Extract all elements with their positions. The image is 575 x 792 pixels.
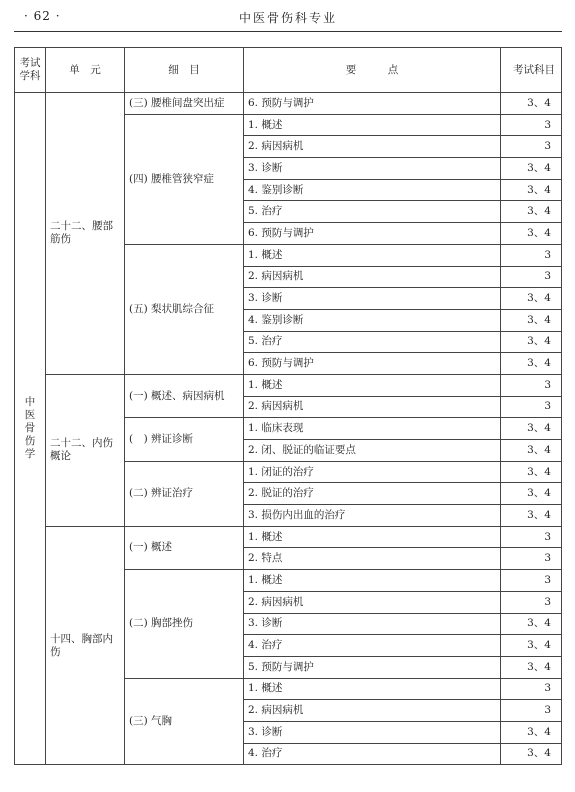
header-divider bbox=[14, 31, 562, 32]
detail-cell bbox=[125, 678, 244, 765]
page-title: 中医骨伤科专业 bbox=[238, 11, 337, 25]
level-cell: 3 bbox=[501, 244, 562, 266]
level-cell: 3 bbox=[501, 266, 562, 288]
level-cell: 3 bbox=[501, 570, 562, 592]
level-cell: 3 bbox=[501, 396, 562, 418]
point-cell: 1. 概述 bbox=[244, 374, 501, 396]
table-row bbox=[15, 93, 562, 115]
point-cell: 2. 病因病机 bbox=[244, 591, 501, 613]
level-cell: 3、4 bbox=[501, 288, 562, 310]
point-cell: 2. 病因病机 bbox=[244, 396, 501, 418]
point-cell: 4. 治疗 bbox=[244, 743, 501, 765]
point-cell: 3. 诊断 bbox=[244, 288, 501, 310]
level-cell: 3、4 bbox=[501, 483, 562, 505]
point-cell: 3. 损伤内出血的治疗 bbox=[244, 505, 501, 527]
unit-cell bbox=[46, 93, 125, 375]
level-cell: 3 bbox=[501, 591, 562, 613]
point-cell: 1. 概述 bbox=[244, 244, 501, 266]
point-cell: 1. 概述 bbox=[244, 526, 501, 548]
level-cell: 3、4 bbox=[501, 505, 562, 527]
page-number: · 62 · bbox=[24, 9, 61, 23]
level-cell: 3、4 bbox=[501, 223, 562, 245]
detail-cell bbox=[125, 570, 244, 678]
header-unit: 单 元 bbox=[46, 48, 125, 93]
detail-cell bbox=[125, 418, 244, 461]
header-point: 要 点 bbox=[244, 48, 501, 93]
point-cell: 1. 概述 bbox=[244, 678, 501, 700]
level-cell: 3、4 bbox=[501, 158, 562, 180]
level-cell: 3、4 bbox=[501, 613, 562, 635]
level-cell: 3、4 bbox=[501, 179, 562, 201]
detail-label: (二) 辨证治疗 bbox=[129, 487, 194, 500]
syllabus-table bbox=[14, 47, 562, 765]
point-cell: 2. 病因病机 bbox=[244, 136, 501, 158]
detail-cell bbox=[125, 114, 244, 244]
level-cell: 3 bbox=[501, 136, 562, 158]
detail-label: (五) 梨状肌综合征 bbox=[129, 302, 215, 315]
table-row bbox=[15, 374, 562, 396]
point-cell: 2. 特点 bbox=[244, 548, 501, 570]
detail-label: (二) 胸部挫伤 bbox=[129, 617, 194, 630]
level-cell: 3、4 bbox=[501, 353, 562, 375]
subject-label: 中医骨伤学 bbox=[24, 396, 36, 461]
point-cell: 1. 闭证的治疗 bbox=[244, 461, 501, 483]
level-cell: 3 bbox=[501, 114, 562, 136]
detail-cell bbox=[125, 244, 244, 374]
level-cell: 3、4 bbox=[501, 743, 562, 765]
detail-cell bbox=[125, 461, 244, 526]
point-cell: 6. 预防与调护 bbox=[244, 93, 501, 115]
unit-label: 十四、胸部内伤 bbox=[50, 632, 113, 658]
level-cell: 3 bbox=[501, 678, 562, 700]
level-cell: 3、4 bbox=[501, 309, 562, 331]
detail-cell bbox=[125, 526, 244, 569]
point-cell: 2. 脱证的治疗 bbox=[244, 483, 501, 505]
unit-cell bbox=[46, 526, 125, 765]
page-header bbox=[14, 0, 562, 32]
detail-label: (三) 腰椎间盘突出症 bbox=[129, 96, 225, 109]
detail-cell bbox=[125, 93, 244, 115]
level-cell: 3、4 bbox=[501, 331, 562, 353]
detail-cell bbox=[125, 374, 244, 417]
detail-label: (四) 腰椎管狭窄症 bbox=[129, 172, 215, 185]
level-cell: 3、4 bbox=[501, 635, 562, 657]
header-level: 考试科目 bbox=[501, 48, 562, 93]
header-subject: 考试学科 bbox=[15, 48, 46, 93]
point-cell: 1. 临床表现 bbox=[244, 418, 501, 440]
level-cell: 3、4 bbox=[501, 461, 562, 483]
detail-label: (一) 概述、病因病机 bbox=[129, 389, 225, 402]
point-cell: 5. 治疗 bbox=[244, 201, 501, 223]
level-cell: 3 bbox=[501, 526, 562, 548]
unit-cell bbox=[46, 374, 125, 526]
header-detail: 细 目 bbox=[125, 48, 244, 93]
point-cell: 3. 诊断 bbox=[244, 158, 501, 180]
level-cell: 3、4 bbox=[501, 201, 562, 223]
point-cell: 2. 闭、脱证的临证要点 bbox=[244, 440, 501, 462]
point-cell: 4. 鉴别诊断 bbox=[244, 179, 501, 201]
point-cell: 1. 概述 bbox=[244, 570, 501, 592]
detail-label: (三) 气胸 bbox=[129, 714, 173, 727]
table-row bbox=[15, 526, 562, 548]
subject-cell bbox=[15, 93, 46, 765]
point-cell: 4. 鉴别诊断 bbox=[244, 309, 501, 331]
point-cell: 3. 诊断 bbox=[244, 721, 501, 743]
point-cell: 2. 病因病机 bbox=[244, 266, 501, 288]
level-cell: 3 bbox=[501, 700, 562, 722]
detail-label: ( ) 辨证诊断 bbox=[129, 433, 194, 445]
level-cell: 3、4 bbox=[501, 440, 562, 462]
level-cell: 3、4 bbox=[501, 418, 562, 440]
level-cell: 3、4 bbox=[501, 721, 562, 743]
level-cell: 3 bbox=[501, 548, 562, 570]
table-header-row bbox=[15, 48, 562, 93]
unit-label: 二十二、腰部筋伤 bbox=[50, 220, 113, 246]
point-cell: 1. 概述 bbox=[244, 114, 501, 136]
level-cell: 3、4 bbox=[501, 93, 562, 115]
point-cell: 2. 病因病机 bbox=[244, 700, 501, 722]
level-cell: 3 bbox=[501, 374, 562, 396]
point-cell: 5. 治疗 bbox=[244, 331, 501, 353]
point-cell: 3. 诊断 bbox=[244, 613, 501, 635]
point-cell: 4. 治疗 bbox=[244, 635, 501, 657]
point-cell: 6. 预防与调护 bbox=[244, 223, 501, 245]
unit-label: 二十二、内伤概论 bbox=[50, 437, 113, 463]
point-cell: 5. 预防与调护 bbox=[244, 656, 501, 678]
point-cell: 6. 预防与调护 bbox=[244, 353, 501, 375]
level-cell: 3、4 bbox=[501, 656, 562, 678]
detail-label: (一) 概述 bbox=[129, 541, 173, 554]
